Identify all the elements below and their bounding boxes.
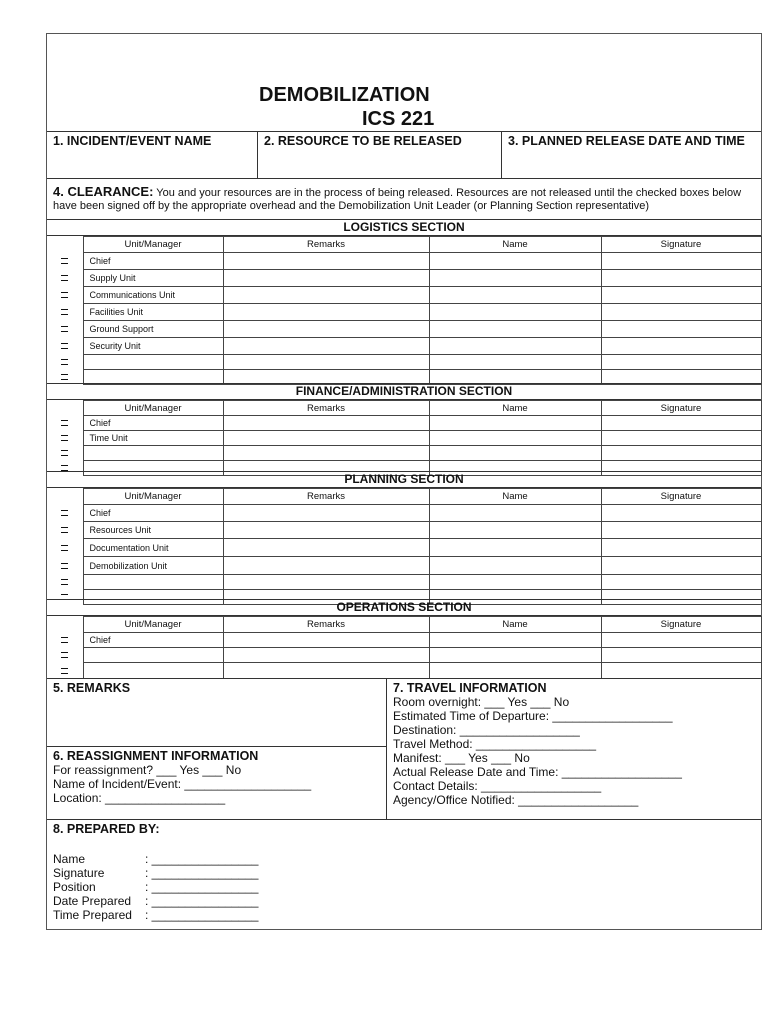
section-header: OPERATIONS SECTION [47, 599, 761, 616]
travel-line[interactable]: Actual Release Date and Time: __________________ [393, 765, 682, 779]
signature-cell[interactable] [601, 575, 761, 590]
remarks-cell[interactable] [223, 446, 429, 461]
checkbox[interactable] [47, 575, 83, 590]
checkbox-icon[interactable] [61, 275, 68, 281]
remarks-cell[interactable] [223, 648, 429, 663]
table-row [47, 575, 761, 590]
signature-cell[interactable] [601, 446, 761, 461]
signature-cell[interactable] [601, 253, 761, 270]
remarks-cell[interactable] [223, 522, 429, 539]
name-cell[interactable] [429, 575, 601, 590]
column-header: Remarks [223, 617, 429, 633]
table-row [47, 321, 761, 338]
column-header: Unit/Manager [83, 401, 223, 416]
table-row [47, 304, 761, 321]
checkbox-icon[interactable] [61, 527, 68, 533]
section-header: FINANCE/ADMINISTRATION SECTION [47, 383, 761, 400]
prepared-field-label: Name [53, 852, 86, 866]
reassignment-line[interactable]: Name of Incident/Event: ___________________ [53, 777, 312, 791]
name-cell[interactable] [429, 338, 601, 355]
clearance-table [47, 400, 762, 476]
signature-cell[interactable] [601, 539, 761, 557]
column-header: Remarks [223, 489, 429, 505]
checkbox[interactable] [47, 416, 83, 431]
table-row [47, 253, 761, 270]
travel-line[interactable]: Manifest: ___ Yes ___ No [393, 751, 530, 765]
checkbox-icon[interactable] [61, 309, 68, 315]
signature-cell[interactable] [601, 355, 761, 370]
checkbox-icon[interactable] [61, 258, 68, 264]
name-cell[interactable] [429, 446, 601, 461]
clearance-text: You and your resources are in the process of being released. Resources are not released until the checked boxes below have been signed off by the appropriate overhead and the Demobilization Unit Leader (or Planning Section representative) [53, 187, 742, 212]
table-header-row [47, 489, 761, 505]
name-cell[interactable] [429, 663, 601, 679]
unit-cell: Security Unit [83, 338, 223, 355]
form-title: DEMOBILIZATION [259, 84, 430, 106]
name-cell[interactable] [429, 287, 601, 304]
signature-cell[interactable] [601, 557, 761, 575]
resource-field[interactable] [258, 132, 502, 178]
resource-label: 2. RESOURCE TO BE RELEASED [264, 134, 462, 148]
clearance-table [47, 488, 762, 605]
table-row [47, 431, 761, 446]
name-cell[interactable] [429, 648, 601, 663]
prepared-field-label: Date Prepared [53, 894, 132, 908]
table-row [47, 270, 761, 287]
checkbox[interactable] [47, 321, 83, 338]
name-cell[interactable] [429, 270, 601, 287]
prepared-fields [53, 852, 258, 922]
table-header-row [47, 237, 761, 253]
checkbox-icon[interactable] [61, 292, 68, 298]
table-row [47, 416, 761, 431]
form-id: ICS 221 [362, 108, 435, 130]
remarks-cell[interactable] [223, 633, 429, 648]
clearance-table [47, 616, 762, 679]
remarks-cell[interactable] [223, 355, 429, 370]
checkbox-column [47, 237, 83, 253]
section-header: LOGISTICS SECTION [47, 219, 761, 236]
column-header: Remarks [223, 401, 429, 416]
checkbox-icon[interactable] [61, 374, 68, 380]
checkbox-icon[interactable] [61, 359, 68, 365]
prepared-field-label: Position [53, 880, 96, 894]
checkbox-column [47, 617, 83, 633]
remarks-cell[interactable] [223, 304, 429, 321]
signature-cell[interactable] [601, 287, 761, 304]
table-row [47, 633, 761, 648]
signature-cell[interactable] [601, 633, 761, 648]
checkbox[interactable] [47, 663, 83, 679]
signature-cell[interactable] [601, 416, 761, 431]
column-header: Signature [601, 237, 761, 253]
travel-line[interactable]: Estimated Time of Departure: __________________ [393, 709, 673, 723]
column-header: Name [429, 401, 601, 416]
remarks-cell[interactable] [223, 270, 429, 287]
checkbox-icon[interactable] [61, 668, 68, 674]
unit-cell [83, 575, 223, 590]
checkbox-icon[interactable] [61, 545, 68, 551]
unit-cell [83, 446, 223, 461]
unit-cell: Chief [83, 416, 223, 431]
checkbox[interactable] [47, 431, 83, 446]
remarks-cell[interactable] [223, 253, 429, 270]
checkbox[interactable] [47, 648, 83, 663]
remarks-cell[interactable] [223, 287, 429, 304]
incident-name-field[interactable] [47, 132, 258, 178]
travel-block [387, 678, 761, 819]
unit-cell: Chief [83, 253, 223, 270]
checkbox[interactable] [47, 505, 83, 522]
name-cell[interactable] [429, 505, 601, 522]
checkbox-column [47, 401, 83, 416]
signature-cell[interactable] [601, 338, 761, 355]
table-row [47, 539, 761, 557]
table-row [47, 663, 761, 679]
reassignment-block [47, 746, 387, 819]
checkbox[interactable] [47, 539, 83, 557]
remarks-cell[interactable] [223, 557, 429, 575]
travel-line[interactable]: Travel Method: __________________ [393, 737, 597, 751]
reassignment-line[interactable]: Location: __________________ [53, 791, 226, 805]
remarks-cell[interactable] [223, 663, 429, 679]
unit-cell: Communications Unit [83, 287, 223, 304]
prepared-field-label: Signature [53, 866, 105, 880]
remarks-cell[interactable] [223, 505, 429, 522]
checkbox[interactable] [47, 270, 83, 287]
table-row [47, 338, 761, 355]
column-header: Name [429, 489, 601, 505]
signature-cell[interactable] [601, 321, 761, 338]
checkbox-icon[interactable] [61, 343, 68, 349]
unit-cell [83, 648, 223, 663]
prepared-field-value[interactable]: : ________________ [145, 908, 259, 922]
table-row [47, 355, 761, 370]
column-header: Signature [601, 617, 761, 633]
checkbox-icon[interactable] [61, 450, 68, 456]
remarks-cell[interactable] [223, 539, 429, 557]
unit-cell: Resources Unit [83, 522, 223, 539]
checkbox-icon[interactable] [61, 637, 68, 643]
clearance-block [47, 178, 761, 219]
checkbox[interactable] [47, 446, 83, 461]
checkbox[interactable] [47, 522, 83, 539]
checkbox[interactable] [47, 338, 83, 355]
unit-cell [83, 355, 223, 370]
checkbox-column [47, 489, 83, 505]
remarks-cell[interactable] [223, 321, 429, 338]
checkbox[interactable] [47, 287, 83, 304]
prepared-field-value[interactable]: : ________________ [145, 852, 259, 866]
travel-line[interactable]: Agency/Office Notified: __________________ [393, 793, 639, 807]
name-cell[interactable] [429, 633, 601, 648]
unit-cell: Time Unit [83, 431, 223, 446]
planned-release-field[interactable] [502, 132, 761, 178]
signature-cell[interactable] [601, 663, 761, 679]
column-header: Unit/Manager [83, 237, 223, 253]
table-header-row [47, 617, 761, 633]
ics-221-form [46, 33, 762, 930]
unit-cell: Supply Unit [83, 270, 223, 287]
checkbox-icon[interactable] [61, 510, 68, 516]
travel-label: 7. TRAVEL INFORMATION [393, 681, 547, 695]
checkbox[interactable] [47, 304, 83, 321]
signature-cell[interactable] [601, 431, 761, 446]
name-cell[interactable] [429, 431, 601, 446]
prepared-label: 8. PREPARED BY: [53, 822, 160, 836]
name-cell[interactable] [429, 522, 601, 539]
name-cell[interactable] [429, 416, 601, 431]
prepared-field-value[interactable]: : ________________ [145, 880, 259, 894]
travel-line[interactable]: Contact Details: __________________ [393, 779, 602, 793]
remarks-cell[interactable] [223, 338, 429, 355]
remarks-block[interactable] [47, 678, 387, 746]
travel-line[interactable]: Room overnight: ___ Yes ___ No [393, 695, 570, 709]
column-header: Name [429, 237, 601, 253]
signature-cell[interactable] [601, 505, 761, 522]
name-cell[interactable] [429, 321, 601, 338]
table-row [47, 446, 761, 461]
prepared-field-value[interactable]: : ________________ [145, 894, 259, 908]
name-cell[interactable] [429, 304, 601, 321]
travel-line[interactable]: Destination: __________________ [393, 723, 580, 737]
unit-cell: Facilities Unit [83, 304, 223, 321]
unit-cell: Documentation Unit [83, 539, 223, 557]
column-header: Signature [601, 401, 761, 416]
prepared-field-label: Time Prepared [53, 908, 132, 922]
checkbox-icon[interactable] [61, 420, 68, 426]
checkbox-icon[interactable] [61, 652, 68, 658]
clearance-table [47, 236, 762, 385]
clearance-label: 4. CLEARANCE: [53, 184, 154, 199]
signature-cell[interactable] [601, 648, 761, 663]
checkbox-icon[interactable] [61, 435, 68, 441]
unit-cell: Ground Support [83, 321, 223, 338]
table-row [47, 557, 761, 575]
table-row [47, 648, 761, 663]
table-row [47, 287, 761, 304]
checkbox-icon[interactable] [61, 326, 68, 332]
table-row [47, 522, 761, 539]
remarks-cell[interactable] [223, 575, 429, 590]
column-header: Remarks [223, 237, 429, 253]
unit-cell: Chief [83, 505, 223, 522]
prepared-by-block [47, 819, 761, 929]
name-cell[interactable] [429, 355, 601, 370]
column-header: Unit/Manager [83, 617, 223, 633]
checkbox[interactable] [47, 355, 83, 370]
column-header: Signature [601, 489, 761, 505]
unit-cell [83, 663, 223, 679]
signature-cell[interactable] [601, 522, 761, 539]
column-header: Unit/Manager [83, 489, 223, 505]
planned-release-label: 3. PLANNED RELEASE DATE AND TIME [508, 134, 745, 148]
top-fields-row [47, 131, 761, 178]
name-cell[interactable] [429, 253, 601, 270]
checkbox[interactable] [47, 253, 83, 270]
signature-cell[interactable] [601, 304, 761, 321]
prepared-field-value[interactable]: : ________________ [145, 866, 259, 880]
name-cell[interactable] [429, 557, 601, 575]
table-header-row [47, 401, 761, 416]
section-header: PLANNING SECTION [47, 471, 761, 488]
signature-cell[interactable] [601, 270, 761, 287]
checkbox-icon[interactable] [61, 563, 68, 569]
column-header: Name [429, 617, 601, 633]
reassignment-line[interactable]: For reassignment? ___ Yes ___ No [53, 763, 242, 777]
remarks-cell[interactable] [223, 431, 429, 446]
checkbox[interactable] [47, 633, 83, 648]
reassignment-label: 6. REASSIGNMENT INFORMATION [53, 749, 259, 763]
checkbox[interactable] [47, 557, 83, 575]
name-cell[interactable] [429, 539, 601, 557]
remarks-label: 5. REMARKS [53, 681, 131, 695]
table-row [47, 505, 761, 522]
unit-cell: Chief [83, 633, 223, 648]
checkbox-icon[interactable] [61, 579, 68, 585]
unit-cell: Demobilization Unit [83, 557, 223, 575]
incident-name-label: 1. INCIDENT/EVENT NAME [53, 134, 212, 148]
remarks-cell[interactable] [223, 416, 429, 431]
